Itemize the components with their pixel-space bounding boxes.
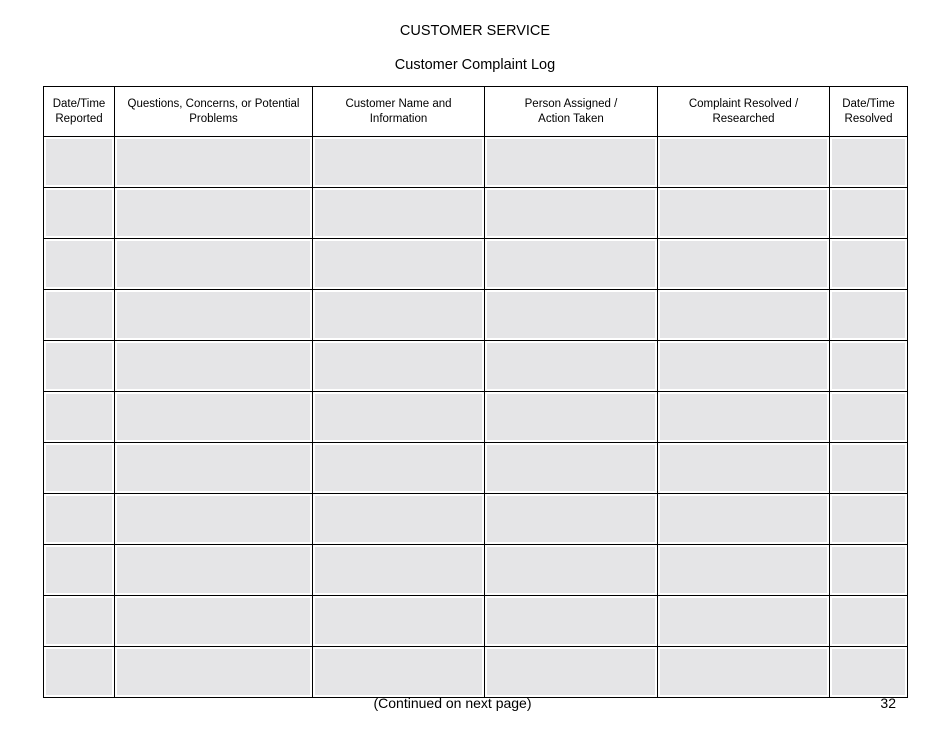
form-field[interactable] xyxy=(315,139,482,185)
header-row xyxy=(44,87,908,137)
cell-questions-concerns xyxy=(115,239,313,290)
form-field[interactable] xyxy=(487,496,655,542)
form-field[interactable] xyxy=(117,496,310,542)
form-field[interactable] xyxy=(46,445,112,491)
form-field[interactable] xyxy=(660,496,827,542)
cell-date-time-reported xyxy=(44,392,115,443)
form-field[interactable] xyxy=(46,394,112,440)
cell-questions-concerns xyxy=(115,188,313,239)
form-field[interactable] xyxy=(832,445,905,491)
cell-complaint-resolved xyxy=(658,647,830,698)
cell-customer-name xyxy=(313,290,485,341)
cell-complaint-resolved xyxy=(658,596,830,647)
form-field[interactable] xyxy=(660,649,827,695)
form-field[interactable] xyxy=(46,547,112,593)
cell-questions-concerns xyxy=(115,341,313,392)
cell-complaint-resolved xyxy=(658,188,830,239)
cell-date-time-resolved xyxy=(830,341,908,392)
cell-date-time-resolved xyxy=(830,239,908,290)
form-field[interactable] xyxy=(117,292,310,338)
table-row xyxy=(44,341,908,392)
cell-date-time-reported xyxy=(44,188,115,239)
form-field[interactable] xyxy=(832,598,905,644)
cell-date-time-resolved xyxy=(830,545,908,596)
form-field[interactable] xyxy=(315,496,482,542)
cell-questions-concerns xyxy=(115,392,313,443)
cell-complaint-resolved xyxy=(658,494,830,545)
cell-customer-name xyxy=(313,239,485,290)
cell-date-time-resolved xyxy=(830,188,908,239)
cell-complaint-resolved xyxy=(658,137,830,188)
form-field[interactable] xyxy=(315,649,482,695)
form-field[interactable] xyxy=(832,496,905,542)
form-field[interactable] xyxy=(117,343,310,389)
form-field[interactable] xyxy=(487,445,655,491)
cell-person-assigned xyxy=(485,647,658,698)
form-field[interactable] xyxy=(315,547,482,593)
cell-person-assigned xyxy=(485,545,658,596)
table-row xyxy=(44,392,908,443)
form-field[interactable] xyxy=(660,445,827,491)
column-header-customer-name: Customer Name and Information xyxy=(313,87,485,137)
form-field[interactable] xyxy=(487,598,655,644)
column-header-date-time-resolved: Date/Time Resolved xyxy=(830,87,908,137)
cell-customer-name xyxy=(313,188,485,239)
form-field[interactable] xyxy=(487,649,655,695)
form-field[interactable] xyxy=(117,445,310,491)
cell-customer-name xyxy=(313,341,485,392)
cell-questions-concerns xyxy=(115,494,313,545)
section-title: CUSTOMER SERVICE xyxy=(399,23,551,39)
form-field[interactable] xyxy=(487,343,655,389)
cell-person-assigned xyxy=(485,596,658,647)
cell-questions-concerns xyxy=(115,137,313,188)
table-row xyxy=(44,545,908,596)
form-field[interactable] xyxy=(832,394,905,440)
form-field[interactable] xyxy=(832,649,905,695)
form-field[interactable] xyxy=(487,547,655,593)
cell-date-time-reported xyxy=(44,494,115,545)
cell-date-time-resolved xyxy=(830,392,908,443)
form-field[interactable] xyxy=(46,496,112,542)
form-field[interactable] xyxy=(660,241,827,287)
cell-person-assigned xyxy=(485,392,658,443)
cell-date-time-reported xyxy=(44,647,115,698)
form-field[interactable] xyxy=(46,139,112,185)
form-field[interactable] xyxy=(46,343,112,389)
cell-person-assigned xyxy=(485,341,658,392)
form-field[interactable] xyxy=(660,343,827,389)
cell-person-assigned xyxy=(485,494,658,545)
form-field[interactable] xyxy=(117,547,310,593)
form-field[interactable] xyxy=(660,547,827,593)
cell-questions-concerns xyxy=(115,290,313,341)
form-field[interactable] xyxy=(487,292,655,338)
cell-customer-name xyxy=(313,545,485,596)
cell-date-time-reported xyxy=(44,443,115,494)
form-field[interactable] xyxy=(832,241,905,287)
cell-person-assigned xyxy=(485,137,658,188)
cell-date-time-reported xyxy=(44,545,115,596)
form-field[interactable] xyxy=(660,394,827,440)
cell-customer-name xyxy=(313,494,485,545)
cell-person-assigned xyxy=(485,239,658,290)
form-field[interactable] xyxy=(832,343,905,389)
table-row xyxy=(44,290,908,341)
form-field[interactable] xyxy=(315,394,482,440)
cell-person-assigned xyxy=(485,443,658,494)
log-title: Customer Complaint Log xyxy=(394,57,556,73)
cell-date-time-resolved xyxy=(830,494,908,545)
cell-date-time-reported xyxy=(44,137,115,188)
cell-customer-name xyxy=(313,647,485,698)
cell-date-time-resolved xyxy=(830,443,908,494)
log-body xyxy=(44,137,908,698)
table-row xyxy=(44,188,908,239)
form-field[interactable] xyxy=(315,598,482,644)
form-field[interactable] xyxy=(117,241,310,287)
table-row xyxy=(44,494,908,545)
form-field[interactable] xyxy=(46,241,112,287)
cell-complaint-resolved xyxy=(658,341,830,392)
form-field[interactable] xyxy=(315,445,482,491)
cell-complaint-resolved xyxy=(658,545,830,596)
cell-questions-concerns xyxy=(115,545,313,596)
form-field[interactable] xyxy=(315,292,482,338)
form-field[interactable] xyxy=(832,190,905,236)
form-field[interactable] xyxy=(487,190,655,236)
cell-questions-concerns xyxy=(115,596,313,647)
complaint-log-table xyxy=(43,86,908,698)
column-header-questions-concerns: Questions, Concerns, or Potential Problems xyxy=(115,87,313,137)
cell-questions-concerns xyxy=(115,443,313,494)
cell-date-time-reported xyxy=(44,341,115,392)
cell-customer-name xyxy=(313,443,485,494)
table-row xyxy=(44,647,908,698)
cell-date-time-reported xyxy=(44,290,115,341)
form-field[interactable] xyxy=(487,394,655,440)
form-field[interactable] xyxy=(46,190,112,236)
form-field[interactable] xyxy=(46,598,112,644)
cell-date-time-resolved xyxy=(830,290,908,341)
table-row xyxy=(44,596,908,647)
cell-date-time-reported xyxy=(44,239,115,290)
page-number: 32 xyxy=(880,695,896,711)
form-field[interactable] xyxy=(315,190,482,236)
cell-questions-concerns xyxy=(115,647,313,698)
form-field[interactable] xyxy=(117,394,310,440)
table-row xyxy=(44,239,908,290)
cell-date-time-resolved xyxy=(830,647,908,698)
column-header-person-assigned: Person Assigned / Action Taken xyxy=(485,87,658,137)
form-field[interactable] xyxy=(117,649,310,695)
form-field[interactable] xyxy=(487,139,655,185)
cell-customer-name xyxy=(313,392,485,443)
cell-complaint-resolved xyxy=(658,239,830,290)
form-field[interactable] xyxy=(832,292,905,338)
form-field[interactable] xyxy=(315,343,482,389)
cell-customer-name xyxy=(313,596,485,647)
form-field[interactable] xyxy=(660,190,827,236)
form-field[interactable] xyxy=(46,292,112,338)
table-row xyxy=(44,443,908,494)
column-header-complaint-resolved: Complaint Resolved / Researched xyxy=(658,87,830,137)
cell-date-time-resolved xyxy=(830,137,908,188)
form-field[interactable] xyxy=(660,139,827,185)
cell-person-assigned xyxy=(485,290,658,341)
form-field[interactable] xyxy=(832,547,905,593)
column-header-date-time-reported: Date/Time Reported xyxy=(44,87,115,137)
cell-complaint-resolved xyxy=(658,392,830,443)
cell-complaint-resolved xyxy=(658,290,830,341)
form-field[interactable] xyxy=(46,649,112,695)
cell-complaint-resolved xyxy=(658,443,830,494)
cell-person-assigned xyxy=(485,188,658,239)
form-field[interactable] xyxy=(832,139,905,185)
table-row xyxy=(44,137,908,188)
cell-customer-name xyxy=(313,137,485,188)
form-field[interactable] xyxy=(487,241,655,287)
form-field[interactable] xyxy=(315,241,482,287)
form-field[interactable] xyxy=(117,190,310,236)
form-field[interactable] xyxy=(660,598,827,644)
cell-date-time-resolved xyxy=(830,596,908,647)
cell-date-time-reported xyxy=(44,596,115,647)
form-field[interactable] xyxy=(660,292,827,338)
form-field[interactable] xyxy=(117,598,310,644)
form-field[interactable] xyxy=(117,139,310,185)
continued-note: (Continued on next page) xyxy=(373,695,532,711)
